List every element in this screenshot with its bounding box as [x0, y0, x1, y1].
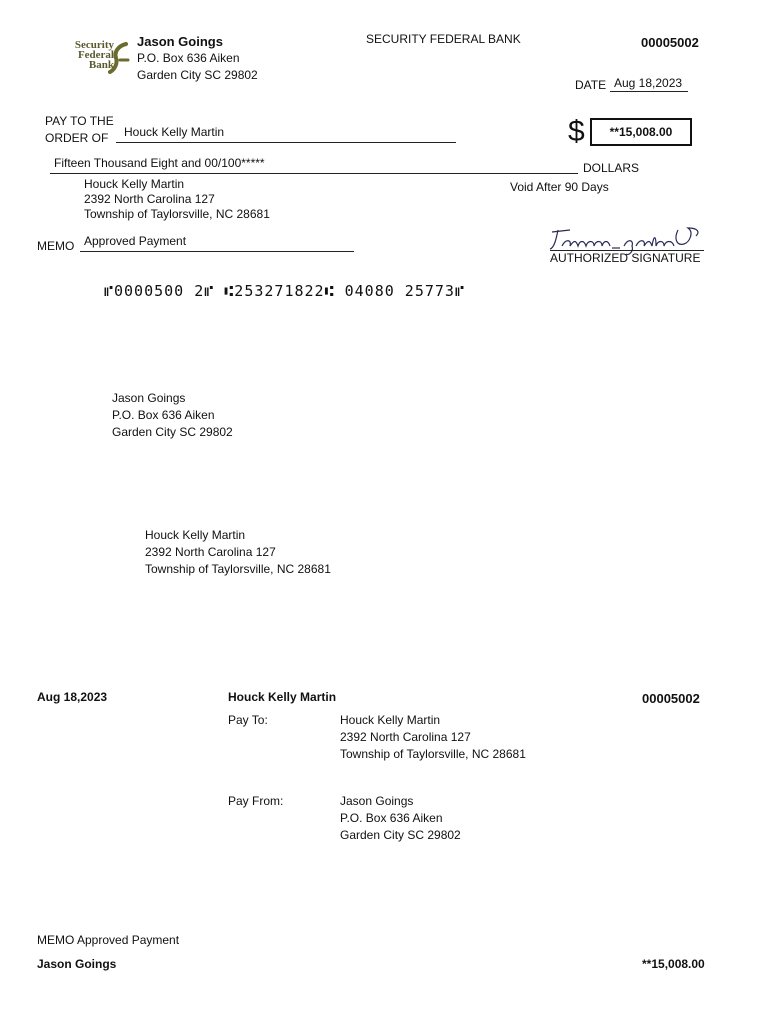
return-address-name: Jason Goings — [112, 391, 186, 405]
check-payee-address-name: Houck Kelly Martin — [84, 177, 185, 191]
bank-logo-text: Security Federal Bank — [74, 39, 114, 71]
envelope-return-address — [112, 390, 233, 441]
amount-box — [590, 118, 692, 146]
stub-pay-to-label: Pay To: — [228, 713, 268, 727]
stub-check-number: 00005002 — [642, 691, 700, 706]
payee-name: Houck Kelly Martin — [124, 125, 225, 139]
stub-pay-from-label: Pay From: — [228, 794, 284, 808]
recipient-address-line-2: Township of Taylorsville, NC 28681 — [145, 562, 331, 576]
payer-address-line-1: P.O. Box 636 Aiken — [137, 51, 240, 65]
stub-pay-to-address — [340, 712, 526, 763]
pay-to-label-line-1: PAY TO THE — [45, 114, 114, 128]
check-payee-address-line-1: 2392 North Carolina 127 — [84, 192, 215, 206]
memo-value: Approved Payment — [84, 234, 187, 248]
stub-pay-from-line-2: Garden City SC 29802 — [340, 828, 461, 842]
check-payee-address-line-2: Township of Taylorsville, NC 28681 — [84, 207, 270, 221]
stub-pay-to-name: Houck Kelly Martin — [340, 713, 441, 727]
bank-name: SECURITY FEDERAL BANK — [366, 32, 521, 46]
stub-payer-name: Jason Goings — [37, 957, 117, 971]
dollar-sign: $ — [568, 115, 585, 148]
pay-to-label-line-2: ORDER OF — [45, 131, 109, 145]
recipient-address-name: Houck Kelly Martin — [145, 528, 246, 542]
stub-date: Aug 18,2023 — [37, 690, 108, 704]
check-number: 00005002 — [641, 35, 699, 50]
stub-pay-from-line-1: P.O. Box 636 Aiken — [340, 811, 443, 825]
micr-line: ⑈0000500 2⑈ ⑆253271822⑆ 04080 25773⑈ — [104, 282, 465, 300]
stub-pay-from-address — [340, 793, 461, 844]
date-underline — [610, 91, 688, 92]
envelope-recipient-address — [145, 527, 331, 578]
bank-logo — [62, 40, 128, 74]
stub-memo: MEMO Approved Payment — [37, 933, 180, 947]
dollars-label: DOLLARS — [583, 161, 640, 175]
return-address-line-2: Garden City SC 29802 — [112, 425, 233, 439]
date-label: DATE — [575, 78, 607, 92]
memo-label: MEMO — [37, 239, 75, 253]
recipient-address-line-1: 2392 North Carolina 127 — [145, 545, 276, 559]
bank-logo-swoosh-icon — [108, 42, 130, 74]
stub-pay-to-line-2: Township of Taylorsville, NC 28681 — [340, 747, 526, 761]
amount-value: **15,008.00 — [609, 125, 673, 139]
payer-address-line-2: Garden City SC 29802 — [137, 68, 258, 82]
stub-pay-from-name: Jason Goings — [340, 794, 414, 808]
memo-underline — [80, 251, 354, 252]
signature-label: AUTHORIZED SIGNATURE — [550, 251, 701, 265]
stub-amount: **15,008.00 — [642, 957, 705, 971]
void-note: Void After 90 Days — [510, 180, 609, 194]
payee-underline — [116, 142, 456, 143]
amount-words-underline — [50, 173, 578, 174]
payer-name: Jason Goings — [137, 34, 223, 49]
check-date: Aug 18,2023 — [614, 76, 683, 90]
stub-pay-to-line-1: 2392 North Carolina 127 — [340, 730, 471, 744]
amount-words: Fifteen Thousand Eight and 00/100***** — [54, 156, 265, 170]
stub-payee: Houck Kelly Martin — [228, 690, 337, 704]
return-address-line-1: P.O. Box 636 Aiken — [112, 408, 215, 422]
